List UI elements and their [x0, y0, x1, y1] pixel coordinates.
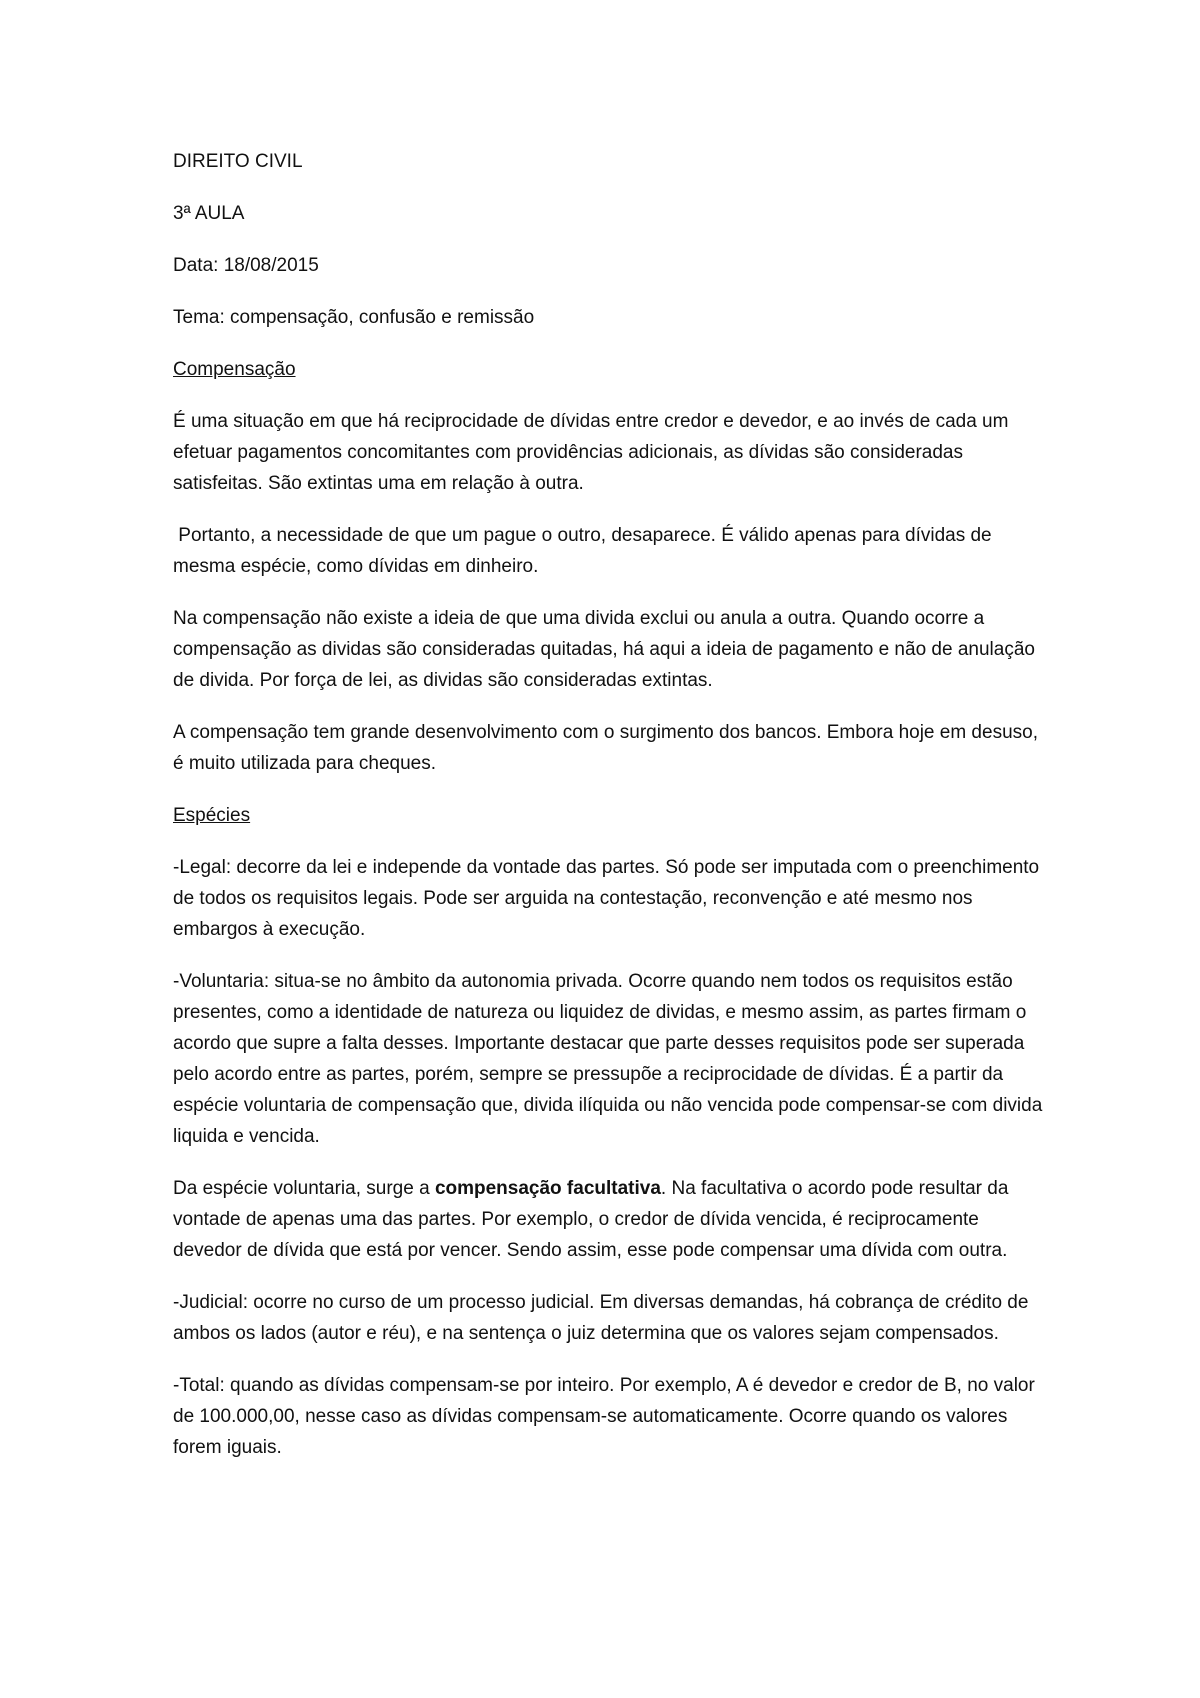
paragraph-facultativa [173, 1173, 1043, 1266]
section-heading-especies: Espécies [173, 805, 251, 826]
facultativa-text-post: . Na facultativa o acordo pode resultar da vontade de apenas uma das partes. Por exemplo, o credor de dívida vencida, é reciprocamente devedor de dívida que está por vencer. Sendo assim, esse pode compensar uma dívida com outra. [173, 1178, 1009, 1261]
facultativa-text-pre: Da espécie voluntaria, surge a [173, 1178, 435, 1199]
course-title: DIREITO CIVIL [173, 151, 303, 172]
lesson-number: 3ª AULA [173, 203, 245, 224]
paragraph-judicial: -Judicial: ocorre no curso de um processo judicial. Em diversas demandas, há cobrança de crédito de ambos os lados (autor e réu), e na sentença o juiz determina que os valores sejam compensados. [173, 1292, 1029, 1344]
paragraph-legal: -Legal: decorre da lei e independe da vontade das partes. Só pode ser imputada com o preenchimento de todos os requisitos legais. Pode ser arguida na contestação, reconvenção e até mesmo nos embargos à execução. [173, 857, 1040, 940]
facultativa-term: compensação facultativa [434, 1178, 661, 1199]
lesson-topic: Tema: compensação, confusão e remissão [173, 307, 535, 328]
paragraph-voluntaria: -Voluntaria: situa-se no âmbito da autonomia privada. Ocorre quando nem todos os requisitos estão presentes, como a identidade de natureza ou liquidez de dividas, e mesmo assim, as partes firmam o acordo que supre a falta desses. Importante destacar que parte desses requisitos pode ser superada pelo acordo entre as partes, porém, sempre se pressupõe a reciprocidade de dívidas. É a partir da espécie voluntaria de compensação que, divida ilíquida ou não vencida pode compensar-se com divida liquida e vencida. [173, 971, 1043, 1147]
document-body [173, 146, 1043, 1484]
paragraph: Portanto, a necessidade de que um pague o outro, desaparece. É válido apenas para dívidas de mesma espécie, como dívidas em dinheiro. [173, 525, 997, 577]
paragraph: Na compensação não existe a ideia de que uma divida exclui ou anula a outra. Quando ocorre a compensação as dividas são consideradas quitadas, há aqui a ideia de pagamento e não de anulação de divida. Por força de lei, as dividas são consideradas extintas. [173, 608, 1035, 691]
paragraph: A compensação tem grande desenvolvimento com o surgimento dos bancos. Embora hoje em desuso, é muito utilizada para cheques. [173, 722, 1038, 774]
lesson-date: Data: 18/08/2015 [173, 255, 319, 276]
paragraph-total: -Total: quando as dívidas compensam-se por inteiro. Por exemplo, A é devedor e credor de B, no valor de 100.000,00, nesse caso as dívidas compensam-se automaticamente. Ocorre quando os valores forem iguais. [173, 1375, 1035, 1458]
section-heading-compensacao: Compensação [173, 359, 296, 380]
paragraph: É uma situação em que há reciprocidade de dívidas entre credor e devedor, e ao invés de cada um efetuar pagamentos concomitantes com providências adicionais, as dívidas são consideradas satisfeitas. São extintas uma em relação à outra. [173, 411, 1009, 494]
